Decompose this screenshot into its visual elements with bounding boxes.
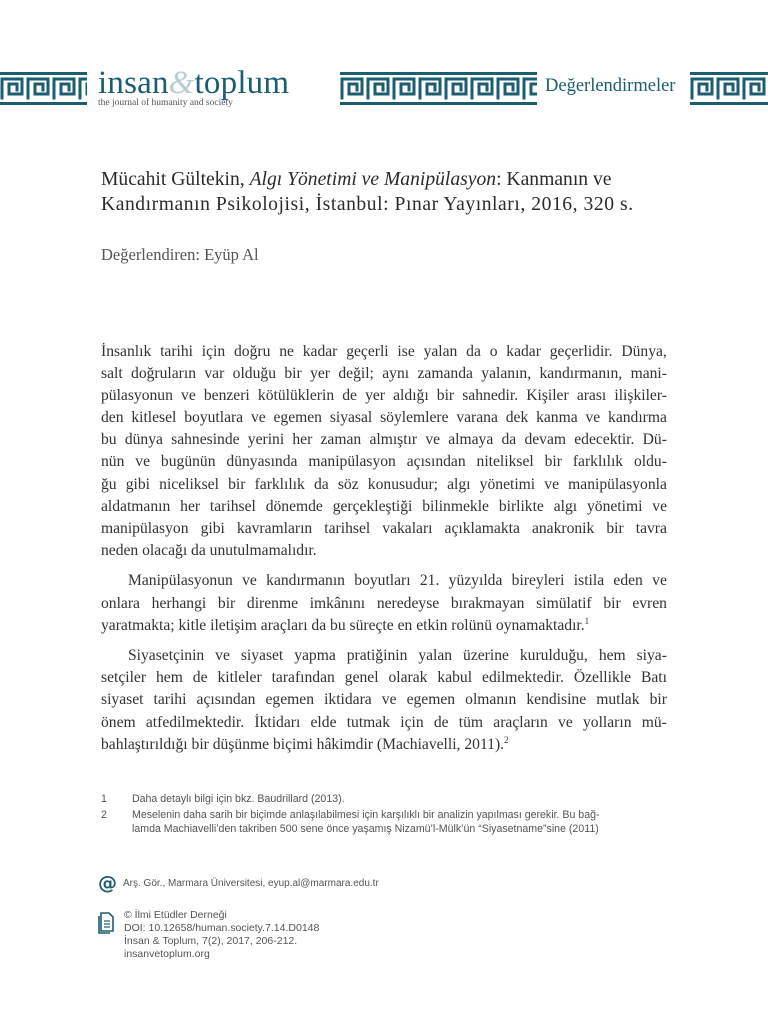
word: boyutlara bbox=[184, 409, 244, 427]
title-line-1 bbox=[101, 167, 667, 192]
word: Batı bbox=[640, 669, 667, 687]
word: ilişkiler- bbox=[614, 387, 667, 405]
word: için bbox=[400, 713, 424, 731]
body-line bbox=[101, 363, 667, 385]
word: ve bbox=[181, 387, 196, 405]
greek-key-band-middle bbox=[340, 72, 537, 105]
word: eden bbox=[613, 572, 643, 590]
doi-link[interactable]: DOI: 10.12658/human.society.7.14.D0148 bbox=[124, 921, 320, 934]
word: ve bbox=[381, 691, 397, 709]
word: siyaset bbox=[101, 691, 144, 709]
footnote-text bbox=[132, 808, 667, 837]
word: kandırmanın, bbox=[539, 365, 623, 383]
word: birlikte bbox=[498, 497, 544, 515]
word: mü- bbox=[641, 713, 667, 731]
word: bırakmayan bbox=[450, 594, 525, 612]
word: ve bbox=[652, 497, 667, 515]
logo-subtitle: the journal of humanity and society bbox=[98, 98, 233, 108]
word: gibi bbox=[125, 475, 151, 493]
word: var bbox=[204, 365, 225, 383]
word: 21. bbox=[419, 572, 440, 590]
footnote-number: 1 bbox=[101, 793, 107, 805]
word: bugünün bbox=[160, 453, 216, 471]
word: boyutları bbox=[354, 572, 411, 590]
word: niteliksel bbox=[476, 453, 534, 471]
word: ve bbox=[250, 409, 266, 427]
word: bir bbox=[603, 594, 621, 612]
word: kadar bbox=[506, 343, 541, 360]
word: yönetimi bbox=[479, 475, 536, 493]
word: tutmak bbox=[346, 713, 391, 731]
word: Siyasetçinin bbox=[128, 647, 205, 665]
word: pratiğinin bbox=[346, 647, 408, 665]
footnote-line: lamda Machiavelli’den takriben 500 sene önce yaşamış Nizamü’l-Mülk’ün “Siyasetname”sine (2011) bbox=[132, 823, 599, 835]
body-line bbox=[101, 407, 667, 429]
word: onlara bbox=[101, 594, 140, 612]
word: açısından bbox=[406, 453, 466, 471]
word: benzeri bbox=[203, 387, 250, 405]
word: doğru bbox=[234, 343, 271, 360]
word: kavramların bbox=[236, 519, 313, 537]
word: tavra bbox=[635, 519, 667, 537]
footnote-2 bbox=[101, 808, 667, 837]
word: gibi bbox=[200, 519, 225, 537]
word: da bbox=[466, 343, 481, 360]
word: gerçekleştiği bbox=[332, 497, 413, 515]
word: direnme bbox=[246, 594, 299, 612]
word: ve bbox=[242, 572, 257, 590]
word: egemen bbox=[265, 691, 314, 709]
at-icon: @ bbox=[98, 872, 117, 894]
word: ne bbox=[279, 343, 294, 360]
word: atfedilmektedir. bbox=[145, 713, 245, 731]
word: da bbox=[501, 431, 517, 449]
word: istila bbox=[573, 572, 605, 590]
footnote-ref-1[interactable]: 1 bbox=[584, 615, 590, 626]
footnote-line: Meselenin daha sarih bir biçimde anlaşılabilmesi için karşılıklı bir analizin yapılması gerekir. Bu bağ- bbox=[132, 808, 600, 821]
word: devam bbox=[524, 431, 567, 449]
body-line bbox=[101, 570, 667, 592]
footnotes bbox=[101, 792, 667, 837]
word: bir bbox=[217, 594, 236, 612]
word: kandırma bbox=[608, 409, 667, 427]
word: sahnesinde bbox=[171, 431, 240, 449]
word: söz bbox=[337, 475, 359, 493]
word: tarihsel bbox=[324, 519, 371, 537]
body-line bbox=[101, 451, 667, 473]
title-line-2: Kandırmanın Psikolojisi, İstanbul: Pınar Yayınları, 2016, 320 s. bbox=[101, 194, 634, 215]
word: söylemlere bbox=[380, 409, 449, 427]
body-text bbox=[101, 341, 667, 756]
word: algı bbox=[447, 475, 471, 493]
word: arası bbox=[576, 387, 607, 405]
word: mani- bbox=[630, 365, 667, 383]
word: da bbox=[313, 475, 329, 493]
footnote-1 bbox=[101, 792, 667, 807]
review-title bbox=[101, 167, 667, 217]
reviewer-line: Değerlendiren: Eyüp Al bbox=[101, 245, 259, 264]
word: yerini bbox=[247, 431, 285, 449]
word: pülasyonun bbox=[101, 387, 173, 405]
body-line bbox=[101, 593, 667, 615]
book-author: Mücahit Gültekin, bbox=[101, 169, 250, 190]
word: olmanın bbox=[465, 691, 517, 709]
word: Özellikle bbox=[573, 669, 631, 687]
body-line-last: neden olacağı da unutulmamalıdır. bbox=[101, 541, 317, 559]
word: siyaset bbox=[240, 647, 284, 665]
word: kurulduğu, bbox=[519, 647, 588, 665]
author-affiliation bbox=[98, 872, 379, 894]
footnote-number: 2 bbox=[101, 808, 107, 821]
word: hem bbox=[598, 647, 626, 665]
logo-word-insan: insan bbox=[98, 65, 169, 101]
word: manipülasyonla bbox=[568, 475, 667, 493]
word: doğruların bbox=[131, 365, 196, 383]
word: neredeyse bbox=[376, 594, 440, 612]
word: hem bbox=[155, 669, 183, 687]
word: elde bbox=[310, 713, 337, 731]
word: tarihi bbox=[153, 691, 187, 709]
word: bir bbox=[544, 453, 562, 471]
word: tarihi bbox=[160, 343, 193, 360]
body-line bbox=[101, 385, 667, 407]
book-subtitle-part: : Kanmanın ve bbox=[496, 169, 612, 190]
word: kötülüklerin bbox=[257, 387, 335, 405]
word: için bbox=[201, 343, 226, 360]
word: de bbox=[433, 713, 449, 731]
affiliation-text: Arş. Gör., Marmara Üniversitesi, eyup.al@marmara.edu.tr bbox=[123, 878, 379, 889]
word: zamanda bbox=[417, 365, 473, 383]
word: yalan bbox=[418, 647, 453, 665]
word: olarak bbox=[388, 669, 428, 687]
word: geçerli bbox=[346, 343, 389, 360]
word: bir bbox=[284, 365, 302, 383]
word: bir bbox=[606, 519, 624, 537]
word: aldatmanın bbox=[101, 497, 171, 515]
word: siya- bbox=[636, 647, 667, 665]
footnote-text bbox=[132, 792, 667, 807]
logo-ampersand: & bbox=[168, 65, 195, 101]
word: evren bbox=[632, 594, 667, 612]
word: tüm bbox=[458, 713, 484, 731]
word: kitleler bbox=[217, 669, 262, 687]
body-line bbox=[101, 341, 667, 363]
word: bir bbox=[436, 387, 455, 405]
copyright-line: © İlmi Etüdler Derneği bbox=[124, 909, 227, 921]
word: olduğu bbox=[232, 365, 276, 383]
word: İnsanlık bbox=[101, 343, 152, 360]
word: manipülasyon bbox=[101, 519, 189, 537]
word: açısından bbox=[196, 691, 256, 709]
word: anakronik bbox=[531, 519, 595, 537]
word: bir bbox=[228, 475, 246, 493]
greek-key-band-right bbox=[690, 72, 768, 105]
word: nün bbox=[101, 453, 125, 471]
logo-word-toplum: toplum bbox=[194, 65, 290, 101]
word: farklılık bbox=[254, 475, 305, 493]
word: yönetimi bbox=[586, 497, 643, 515]
word: simülatif bbox=[536, 594, 592, 612]
body-line bbox=[101, 667, 667, 689]
body-line bbox=[101, 712, 667, 734]
word: kendisine bbox=[526, 691, 587, 709]
paragraph-1 bbox=[101, 341, 667, 562]
citation-line: İnsan & Toplum, 7(2), 2017, 206-212. bbox=[124, 934, 298, 947]
word: de bbox=[192, 669, 208, 687]
word: o bbox=[489, 343, 498, 360]
word: almıştır bbox=[369, 431, 418, 449]
word: de bbox=[342, 387, 357, 405]
word: aldığı bbox=[393, 387, 429, 405]
word: egemen bbox=[273, 409, 322, 427]
word: aynı bbox=[382, 365, 410, 383]
word: imkânını bbox=[309, 594, 366, 612]
body-line bbox=[101, 645, 667, 667]
journal-logo bbox=[98, 66, 334, 109]
body-line-text: bahlaştırıldığı bir düşünme biçimi hâkimdir (Machiavelli, 2011). bbox=[101, 735, 505, 753]
word: ve bbox=[558, 713, 573, 731]
word: dünya bbox=[124, 431, 163, 449]
word: genel bbox=[344, 669, 379, 687]
website-link[interactable]: insanvetoplum.org bbox=[124, 947, 210, 960]
word: kitlesel bbox=[131, 409, 177, 427]
word: varana bbox=[456, 409, 498, 427]
word: sahnedir. bbox=[462, 387, 519, 405]
word: den bbox=[101, 409, 124, 427]
word: egemen bbox=[406, 691, 456, 709]
word: salt bbox=[101, 365, 123, 383]
word: kadar bbox=[302, 343, 338, 360]
word: ve bbox=[585, 409, 601, 427]
word: ve bbox=[425, 431, 441, 449]
word: değil; bbox=[338, 365, 374, 383]
section-label: Değerlendirmeler bbox=[545, 76, 676, 96]
journal-header bbox=[0, 65, 768, 110]
word: açıklamakta bbox=[444, 519, 520, 537]
word: ve bbox=[652, 572, 667, 590]
word: mutlak bbox=[596, 691, 640, 709]
word: araçların bbox=[493, 713, 548, 731]
word: yüzyılda bbox=[448, 572, 503, 590]
word: Dü- bbox=[642, 431, 667, 449]
word: her bbox=[180, 497, 201, 515]
word: ğu bbox=[101, 475, 117, 493]
body-line bbox=[101, 429, 667, 451]
word: dünyasında bbox=[226, 453, 298, 471]
body-line-text: yaratmakta; kitle iletişim araçları da bu süreçte en etkin rolünü oynamaktadır. bbox=[101, 616, 585, 634]
word: kanma bbox=[536, 409, 578, 427]
body-line-last bbox=[101, 734, 667, 756]
word: ve bbox=[135, 453, 151, 471]
word: siyasal bbox=[329, 409, 373, 427]
word: yalanın, bbox=[481, 365, 532, 383]
word: vakaları bbox=[382, 519, 433, 537]
word: bilinmekle bbox=[422, 497, 489, 515]
word: kandırmanın bbox=[266, 572, 345, 590]
word: tarafından bbox=[271, 669, 335, 687]
footnote-ref-2[interactable]: 2 bbox=[504, 734, 509, 745]
word: bir bbox=[649, 691, 667, 709]
word: geçerlidir. bbox=[549, 343, 613, 360]
word: tarihsel bbox=[209, 497, 256, 515]
body-line bbox=[101, 474, 667, 496]
word: farklılık bbox=[572, 453, 624, 471]
word: algı bbox=[553, 497, 578, 515]
word: bireyleri bbox=[511, 572, 565, 590]
paragraph-3 bbox=[101, 645, 667, 755]
word: üzerine bbox=[463, 647, 509, 665]
word: manipülasyon bbox=[308, 453, 396, 471]
word: Kişiler bbox=[526, 387, 569, 405]
word: edilmektedir. bbox=[482, 669, 564, 687]
word: önem bbox=[101, 713, 136, 731]
word: Dünya, bbox=[621, 343, 667, 360]
word: ve bbox=[544, 475, 559, 493]
word: konusudur; bbox=[367, 475, 438, 493]
word: iktidara bbox=[324, 691, 372, 709]
word: niceliksel bbox=[159, 475, 219, 493]
word: bu bbox=[101, 431, 117, 449]
document-icon bbox=[98, 912, 114, 934]
word: dek bbox=[505, 409, 529, 427]
word: setçiler bbox=[101, 669, 147, 687]
word: yapma bbox=[294, 647, 336, 665]
word: ise bbox=[397, 343, 415, 360]
word: her bbox=[292, 431, 313, 449]
word: ve bbox=[215, 647, 230, 665]
word: edecektir. bbox=[574, 431, 635, 449]
word: yer bbox=[310, 365, 330, 383]
paragraph-2 bbox=[101, 570, 667, 636]
word: herhangi bbox=[151, 594, 207, 612]
body-line bbox=[101, 518, 667, 540]
word: zaman bbox=[320, 431, 362, 449]
word: yer bbox=[365, 387, 386, 405]
word: oldu- bbox=[634, 453, 667, 471]
word: dönemde bbox=[265, 497, 323, 515]
word: yolların bbox=[582, 713, 632, 731]
word: almaya bbox=[448, 431, 494, 449]
book-title: Algı Yönetimi ve Manipülasyon bbox=[249, 169, 497, 190]
body-line bbox=[101, 689, 667, 711]
publication-info bbox=[124, 909, 319, 961]
body-line bbox=[101, 496, 667, 518]
footnote-line: Daha detaylı bilgi için bkz. Baudrillard (2013). bbox=[132, 793, 345, 805]
word: kabul bbox=[437, 669, 473, 687]
body-line-last bbox=[101, 615, 667, 637]
word: yalan bbox=[423, 343, 458, 360]
greek-key-band-left bbox=[0, 72, 87, 105]
logo-wordmark bbox=[98, 66, 334, 100]
word: Manipülasyonun bbox=[128, 572, 233, 590]
word: İktidarı bbox=[254, 713, 301, 731]
